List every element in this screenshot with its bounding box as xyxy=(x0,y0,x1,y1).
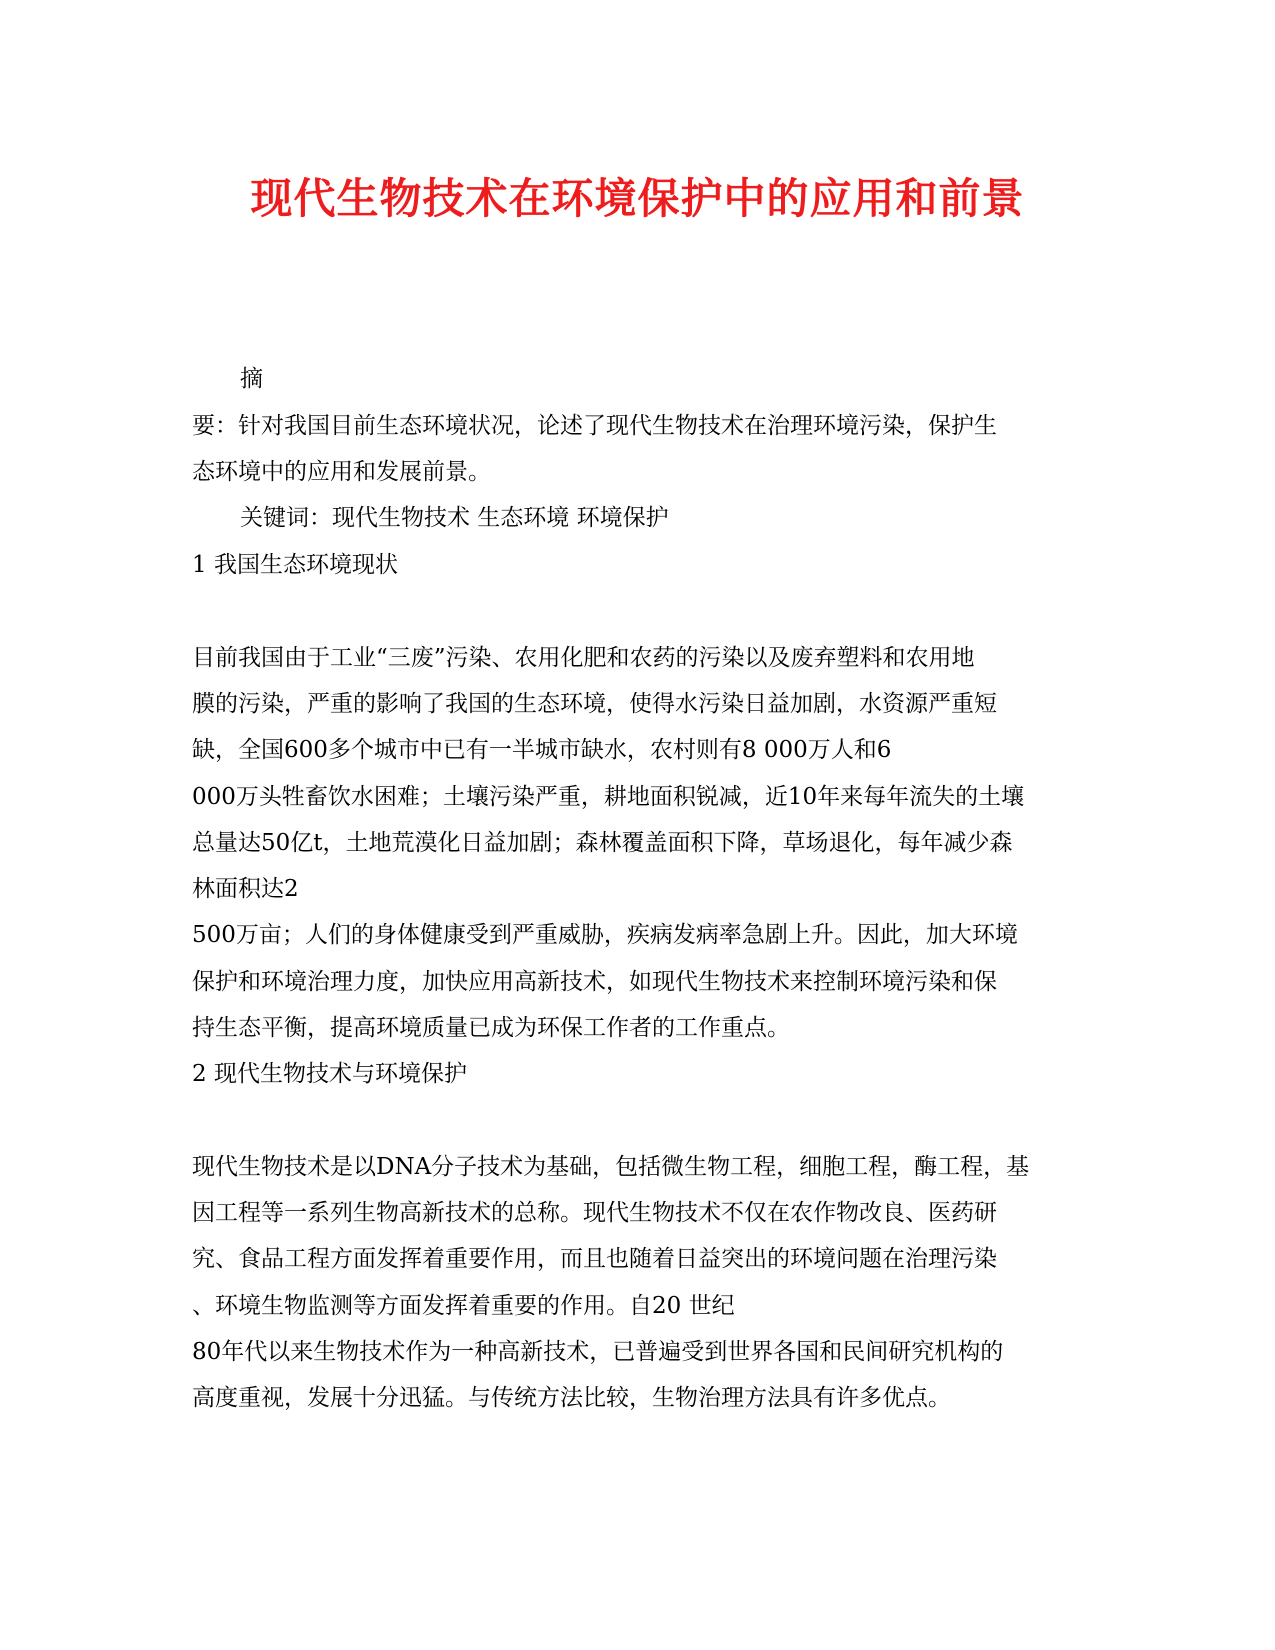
paragraph-2-line-5: 80年代以来生物技术作为一种高新技术，已普遍受到世界各国和民间研究机构的 xyxy=(192,1339,1004,1365)
paragraph-1-line-4: 000万头牲畜饮水困难；土壤污染严重，耕地面积锐减，近10年来每年流失的土壤 xyxy=(192,784,1025,810)
paragraph-1-line-2: 膜的污染，严重的影响了我国的生态环境，使得水污染日益加剧，水资源严重短 xyxy=(192,691,997,717)
paragraph-2-line-3: 究、食品工程方面发挥着重要作用，而且也随着日益突出的环境问题在治理污染 xyxy=(192,1246,997,1272)
paragraph-1-line-7: 500万亩；人们的身体健康受到严重威胁，疾病发病率急剧上升。因此，加大环境 xyxy=(192,922,1018,948)
abstract-line-2: 态环境中的应用和发展前景。 xyxy=(192,459,491,485)
paragraph-1-line-1: 目前我国由于工业“三废”污染、农用化肥和农药的污染以及废弃塑料和农用地 xyxy=(192,645,975,671)
paragraph-1-line-8: 保护和环境治理力度，加快应用高新技术，如现代生物技术来控制环境污染和保 xyxy=(192,969,997,995)
keywords-line: 关键词：现代生物技术 生态环境 环境保护 xyxy=(240,505,669,531)
paragraph-2-line-6: 高度重视，发展十分迅猛。与传统方法比较，生物治理方法具有许多优点。 xyxy=(192,1385,951,1411)
paragraph-1-line-5: 总量达50亿t，土地荒漠化日益加剧；森林覆盖面积下降，草场退化，每年减少森 xyxy=(192,830,1013,856)
paragraph-2-line-1: 现代生物技术是以DNA分子技术为基础，包括微生物工程，细胞工程，酶工程，基 xyxy=(192,1154,1030,1180)
document-title: 现代生物技术在环境保护中的应用和前景 xyxy=(250,174,1025,223)
paragraph-1-line-9: 持生态平衡，提高环境质量已成为环保工作者的工作重点。 xyxy=(192,1015,790,1041)
paragraph-2-line-4: 、环境生物监测等方面发挥着重要的作用。自20 世纪 xyxy=(192,1293,735,1319)
abstract-line-1: 要：针对我国目前生态环境状况，论述了现代生物技术在治理环境污染，保护生 xyxy=(192,413,997,439)
paragraph-1-line-3: 缺，全国600多个城市中已有一半城市缺水，农村则有8 000万人和6 xyxy=(192,737,892,763)
paragraph-2-line-2: 因工程等一系列生物高新技术的总称。现代生物技术不仅在农作物改良、医药研 xyxy=(192,1200,997,1226)
section-1-heading: 1 我国生态环境现状 xyxy=(192,552,398,578)
abstract-label-line: 摘 xyxy=(240,366,263,392)
paragraph-1-line-6: 林面积达2 xyxy=(192,876,299,902)
section-2-heading: 2 现代生物技术与环境保护 xyxy=(192,1061,467,1087)
